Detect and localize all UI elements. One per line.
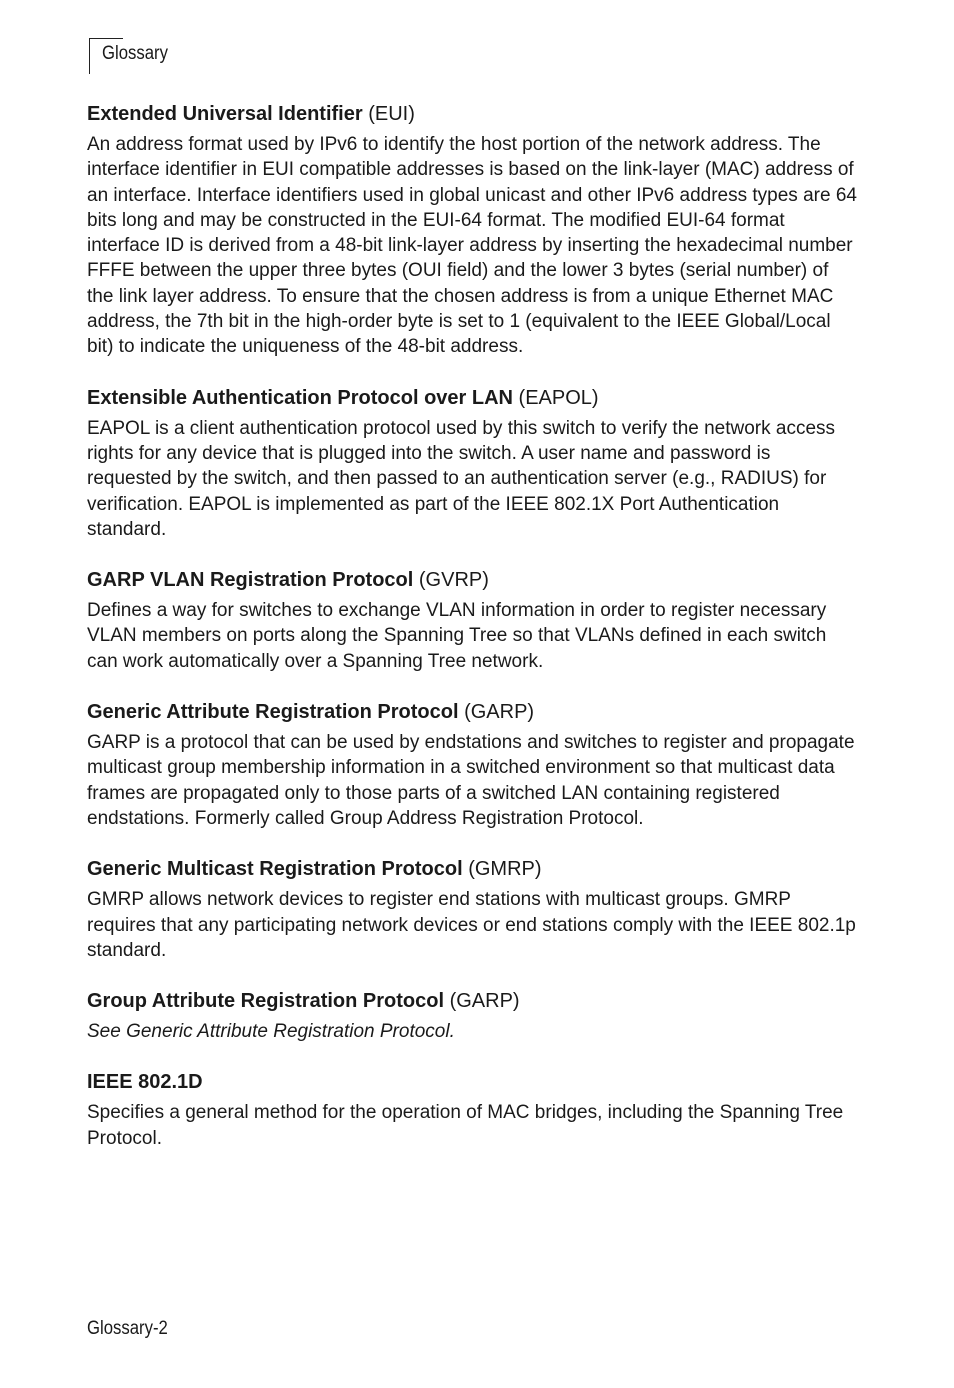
running-head: Glossary (102, 43, 168, 64)
term-abbreviation: (GARP) (449, 990, 520, 1013)
glossary-entry-ieee-8021d (87, 1070, 857, 1151)
glossary-content (87, 102, 857, 1177)
term-heading (87, 1070, 857, 1095)
term-name: Generic Multicast Registration Protocol (87, 858, 463, 881)
term-abbreviation: (GVRP) (418, 569, 489, 592)
term-name: Extensible Authentication Protocol over LAN (87, 386, 513, 409)
term-name: IEEE 802.1D (87, 1071, 203, 1094)
header-rule-top (89, 38, 123, 39)
term-heading (87, 700, 857, 725)
glossary-entry-group-garp (87, 989, 857, 1044)
term-heading (87, 857, 857, 882)
term-name: GARP VLAN Registration Protocol (87, 569, 414, 592)
term-definition: An address format used by IPv6 to identify the host portion of the network address. The interface identifier in EUI compatible addresses is based on the link-layer (MAC) address of an interface. Interface identifiers used in global unicast and other IPv6 address types are 64 bits long and may be constructed in the EUI-64 format. The modified EUI-64 format interface ID is derived from a 48-bit link-layer address by inserting the hexadecimal number FFFE between the upper three bytes (OUI field) and the lower 3 bytes (serial number) of the link layer address. To ensure that the chosen address is from a unique Ethernet MAC address, the 7th bit in the high-order byte is set to 1 (equivalent to the IEEE Global/Local bit) to indicate the uniqueness of the 48-bit address. (87, 134, 857, 358)
header-rule (89, 38, 90, 74)
term-heading (87, 102, 857, 127)
term-definition: EAPOL is a client authentication protocol used by this switch to verify the network access rights for any device that is plugged into the switch. A user name and password is requested by the switch, and then passed to an authentication server (e.g., RADIUS) for verification. EAPOL is implemented as part of the IEEE 802.1X Port Authentication standard. (87, 417, 836, 540)
term-cross-reference: See Generic Attribute Registration Protocol. (87, 1021, 455, 1043)
term-name: Group Attribute Registration Protocol (87, 990, 445, 1013)
page-footer: Glossary-2 (87, 1318, 168, 1339)
glossary-entry-eapol (87, 386, 857, 542)
term-name: Generic Attribute Registration Protocol (87, 701, 459, 724)
glossary-entry-gvrp (87, 568, 857, 674)
term-definition: GMRP allows network devices to register end stations with multicast groups. GMRP requires that any participating network devices or end stations comply with the IEEE 802.1p standard. (87, 889, 856, 961)
term-definition: Defines a way for switches to exchange VLAN information in order to register necessary VLAN members on ports along the Spanning Tree so that VLANs defined in each switch can work automatically over a Spanning Tree network. (87, 600, 827, 672)
term-name: Extended Universal Identifier (87, 103, 363, 125)
term-heading (87, 386, 857, 411)
term-abbreviation: (GMRP) (468, 858, 542, 881)
term-abbreviation: (GARP) (464, 701, 535, 724)
term-heading (87, 568, 857, 593)
term-abbreviation: (EAPOL) (518, 386, 599, 409)
term-definition: GARP is a protocol that can be used by endstations and switches to register and propagate multicast group membership information in a switched environment so that multicast data frames are propagated only to those parts of a switched LAN containing registered endstations. Formerly called Group Address Registration Protocol. (87, 732, 855, 829)
term-heading (87, 989, 857, 1014)
term-definition: Specifies a general method for the operation of MAC bridges, including the Spanning Tree Protocol. (87, 1102, 844, 1149)
glossary-entry-gmrp (87, 857, 857, 963)
glossary-entry-garp (87, 700, 857, 831)
term-abbreviation: (EUI) (368, 103, 415, 125)
glossary-entry-eui (87, 102, 857, 360)
